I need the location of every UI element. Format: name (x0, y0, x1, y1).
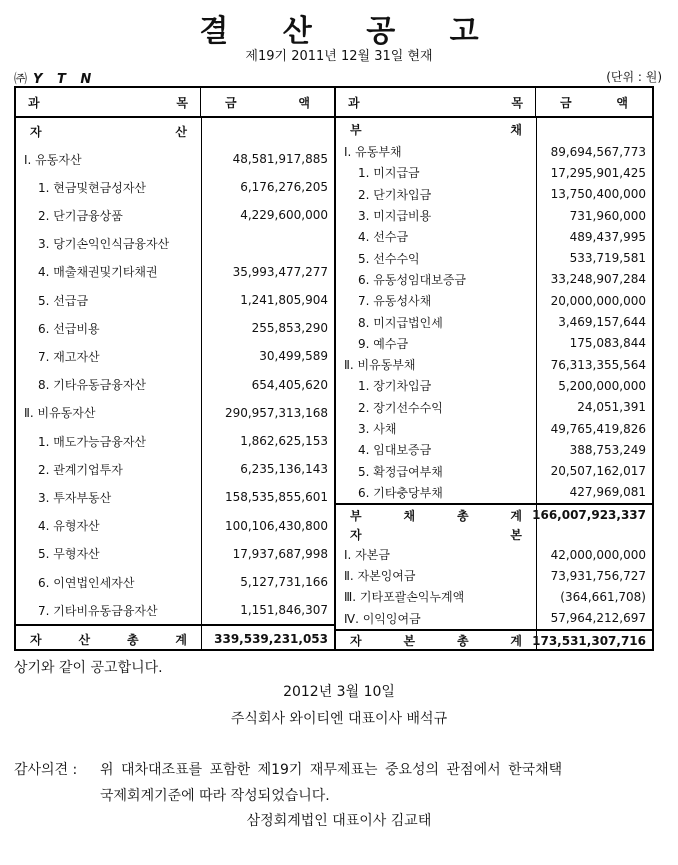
row-amount: (364,661,708) (560, 589, 646, 604)
row-amount: 489,437,995 (569, 229, 646, 244)
header-item-b: 목 (176, 95, 188, 110)
row-label: 2. 단기차입금 (358, 187, 432, 202)
equity-row (336, 565, 652, 586)
liabilities-row (336, 290, 652, 311)
total-amount: 339,539,231,053 (214, 632, 328, 647)
signer: 주식회사 와이티엔 대표이사 배석규 (230, 711, 448, 727)
row-label: 9. 예수금 (358, 336, 409, 351)
header-item-a: 과 (348, 95, 360, 110)
equity-row (336, 544, 652, 565)
row-amount: 1,151,846,307 (240, 603, 328, 618)
row-label: 7. 기타비유동금융자산 (38, 603, 158, 618)
liabilities-row (336, 333, 652, 354)
assets-row (16, 596, 334, 624)
row-label: 5. 선급금 (38, 293, 89, 308)
assets-column (16, 88, 336, 649)
liabilities-section-header (336, 118, 652, 141)
row-label: 5. 확정급여부채 (358, 464, 443, 479)
audit-opinion-line2: 국제회계기준에 따라 작성되었습니다. (100, 788, 330, 804)
header-amount-a: 금 (560, 95, 572, 110)
row-amount: 30,499,589 (259, 349, 328, 364)
assets-section-header (16, 118, 334, 145)
section-label-b: 산 (175, 125, 187, 139)
row-amount: 4,229,600,000 (240, 208, 328, 223)
row-amount: 427,969,081 (569, 485, 646, 500)
row-label: 8. 기타유동금융자산 (38, 378, 147, 393)
row-label: 3. 당기손익인식금융자산 (38, 237, 170, 252)
row-amount: 17,937,687,998 (232, 546, 328, 561)
row-amount: 57,964,212,697 (550, 611, 646, 626)
total-label-c: 총 (456, 634, 469, 649)
row-amount: 175,083,844 (569, 336, 646, 351)
notice-text: 상기와 같이 공고합니다. (14, 660, 163, 676)
total-amount: 166,007,923,337 (532, 508, 646, 523)
total-label (336, 631, 536, 651)
row-label: 1. 미지급금 (358, 166, 420, 181)
header-amount-b: 액 (616, 95, 628, 110)
row-label: 2. 관계기업투자 (38, 462, 123, 477)
section-label (336, 118, 536, 141)
balance-sheet-table (14, 86, 654, 651)
row-amount: 20,000,000,000 (550, 293, 646, 308)
assets-row (16, 342, 334, 370)
header-amount-b: 액 (298, 95, 310, 110)
row-label: Ⅲ. 기타포괄손익누계액 (344, 590, 465, 605)
row-amount: 76,313,355,564 (550, 357, 646, 372)
row-label: 1. 현금및현금성자산 (38, 180, 147, 195)
total-amount: 173,531,307,716 (532, 633, 646, 648)
equity-total-row (336, 629, 652, 651)
row-amount: 33,248,907,284 (550, 272, 646, 287)
liabilities-row (336, 226, 652, 247)
assets-row (16, 145, 334, 173)
row-amount: 6,235,136,143 (240, 462, 328, 477)
row-label: 3. 투자부동산 (38, 490, 112, 505)
row-label: 6. 기타충당부채 (358, 485, 443, 500)
total-label-b: 산 (78, 632, 91, 647)
equity-section-header (336, 524, 652, 544)
liabilities-row (336, 248, 652, 269)
audit-label: 감사의견 : (14, 762, 78, 778)
liabilities-row (336, 184, 652, 205)
assets-row (16, 230, 334, 258)
company-name (14, 68, 96, 87)
notice-date: 2012년 3월 10일 (283, 684, 395, 700)
row-amount: 654,405,620 (251, 377, 328, 392)
row-label: 1. 매도가능금융자산 (38, 434, 147, 449)
row-amount: 73,931,756,727 (550, 568, 646, 583)
section-label-b: 본 (510, 527, 522, 542)
liabilities-row (336, 482, 652, 503)
row-amount: 20,507,162,017 (550, 464, 646, 479)
assets-row (16, 512, 334, 540)
column-header (336, 88, 652, 118)
row-amount: 1,241,805,904 (240, 293, 328, 308)
unit-label: (단위 : 원) (606, 70, 662, 84)
row-label: 7. 유동성사채 (358, 294, 432, 309)
row-label: 2. 장기선수수익 (358, 400, 443, 415)
liabilities-row (336, 162, 652, 183)
row-label: 6. 유동성임대보증금 (358, 272, 467, 287)
row-label: Ⅱ. 자본잉여금 (344, 569, 416, 584)
row-label: Ⅳ. 이익잉여금 (344, 611, 421, 626)
equity-row (336, 586, 652, 607)
assets-row (16, 399, 334, 427)
section-label-b: 채 (510, 123, 522, 137)
total-label-b: 본 (403, 634, 416, 649)
liabilities-row (336, 461, 652, 482)
assets-row (16, 371, 334, 399)
section-label-a: 자 (350, 527, 362, 542)
assets-row (16, 258, 334, 286)
row-label: 3. 미지급비용 (358, 209, 432, 224)
row-label: 8. 미지급법인세 (358, 315, 443, 330)
row-label: 2. 단기금융상품 (38, 208, 123, 223)
row-amount: 35,993,477,277 (232, 264, 328, 279)
row-label: 5. 무형자산 (38, 547, 100, 562)
row-amount: 158,535,855,601 (224, 490, 328, 505)
header-item-b: 목 (511, 95, 523, 110)
row-amount: 731,960,000 (569, 208, 646, 223)
liabilities-row (336, 418, 652, 439)
liabilities-total-row (336, 503, 652, 525)
section-label-a: 부 (350, 123, 362, 137)
row-label: 6. 선급비용 (38, 321, 100, 336)
total-label (16, 626, 201, 652)
row-label: 1. 장기차입금 (358, 379, 432, 394)
liabilities-row (336, 375, 652, 396)
period-subtitle: 제19기 2011년 12월 31일 현재 (245, 49, 433, 64)
equity-row (336, 608, 652, 629)
assets-row (16, 455, 334, 483)
assets-row (16, 540, 334, 568)
company-label: Y T N (33, 72, 97, 87)
total-label-d: 계 (510, 634, 522, 649)
total-label-a: 자 (30, 632, 42, 647)
audit-opinion-line1: 위 대차대조표를 포함한 제19기 재무제표는 중요성의 관점에서 한국채택 (100, 762, 563, 778)
liabilities-row (336, 205, 652, 226)
section-label (16, 118, 201, 145)
row-amount: 49,765,419,826 (550, 421, 646, 436)
liabilities-row (336, 141, 652, 162)
section-label-a: 자 (30, 125, 42, 139)
total-label-c: 총 (456, 508, 469, 523)
row-label: 6. 이연법인세자산 (38, 575, 135, 590)
assets-row (16, 173, 334, 201)
row-label: Ⅰ. 유동부채 (344, 145, 402, 160)
row-label: Ⅱ. 비유동부채 (344, 358, 416, 373)
row-label: 7. 재고자산 (38, 349, 100, 364)
row-label: 4. 임대보증금 (358, 443, 432, 458)
row-label: 3. 사채 (358, 422, 397, 437)
row-amount: 89,694,567,773 (550, 144, 646, 159)
row-amount: 13,750,400,000 (550, 187, 646, 202)
row-amount: 1,862,625,153 (240, 434, 328, 449)
row-label: 4. 유형자산 (38, 519, 100, 534)
row-amount: 255,853,290 (251, 321, 328, 336)
row-amount: 5,127,731,166 (240, 575, 328, 590)
row-amount: 388,753,249 (569, 442, 646, 457)
row-label: 4. 매출채권및기타채권 (38, 265, 158, 280)
liabilities-row (336, 397, 652, 418)
row-label: Ⅱ. 비유동자산 (24, 406, 96, 421)
row-label: Ⅰ. 자본금 (344, 548, 390, 563)
row-amount: 6,176,276,205 (240, 180, 328, 195)
company-mark: ㈜ (14, 72, 28, 87)
assets-row (16, 427, 334, 455)
auditor: 삼정회계법인 대표이사 김교태 (246, 813, 432, 829)
assets-total-row (16, 624, 334, 652)
row-amount: 533,719,581 (569, 251, 646, 266)
total-label-a: 부 (350, 508, 362, 523)
row-amount: 24,051,391 (577, 400, 646, 415)
row-amount: 48,581,917,885 (232, 152, 328, 167)
row-amount: 5,200,000,000 (558, 378, 646, 393)
page-title: 결 산 공 고 (199, 14, 501, 49)
row-amount: 100,106,430,800 (224, 518, 328, 533)
assets-row (16, 201, 334, 229)
column-header (16, 88, 334, 118)
header-item-a: 과 (28, 95, 40, 110)
row-amount: 290,957,313,168 (224, 405, 328, 420)
liabilities-row (336, 354, 652, 375)
liabilities-row (336, 311, 652, 332)
total-label (336, 505, 536, 525)
assets-row (16, 483, 334, 511)
assets-row (16, 568, 334, 596)
row-label: 5. 선수수익 (358, 251, 420, 266)
total-label-a: 자 (350, 634, 362, 649)
total-label-b: 채 (403, 508, 416, 523)
total-label-d: 계 (175, 632, 187, 647)
assets-row (16, 286, 334, 314)
liabilities-row (336, 439, 652, 460)
row-amount: 42,000,000,000 (550, 547, 646, 562)
assets-row (16, 314, 334, 342)
liabilities-row (336, 269, 652, 290)
liabilities-equity-column (336, 88, 652, 649)
section-label (336, 524, 536, 544)
row-label: Ⅰ. 유동자산 (24, 152, 82, 167)
total-label-d: 계 (510, 508, 522, 523)
row-amount: 17,295,901,425 (550, 165, 646, 180)
row-label: 4. 선수금 (358, 230, 409, 245)
header-amount-a: 금 (225, 95, 237, 110)
total-label-c: 총 (126, 632, 139, 647)
row-amount: 3,469,157,644 (558, 315, 646, 330)
